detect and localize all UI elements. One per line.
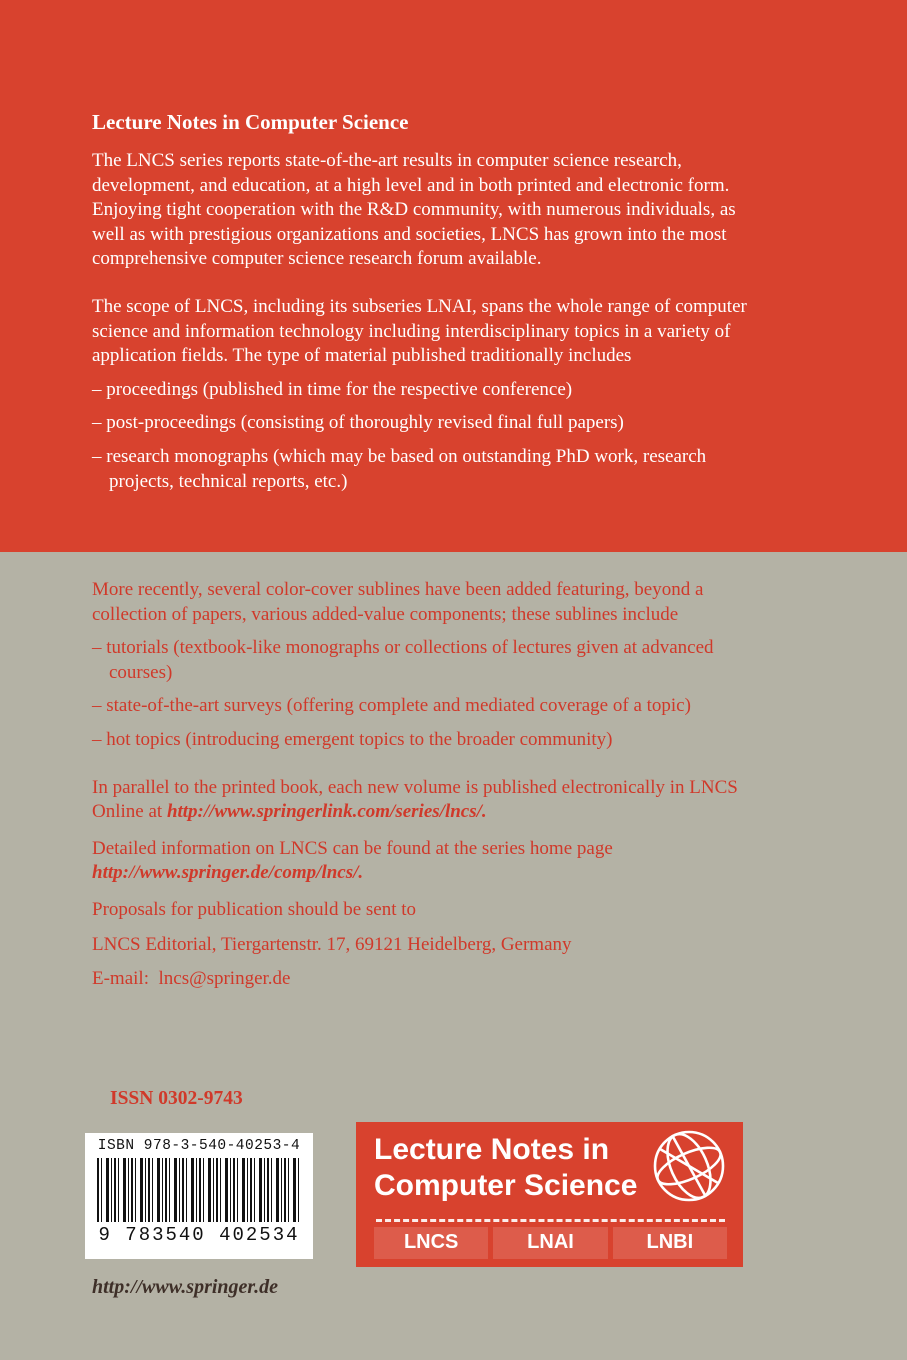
logo-dashed-separator [376, 1219, 725, 1222]
bullet-item: – research monographs (which may be based on outstanding PhD work, research projects, technical reports, etc.) [92, 445, 707, 492]
logo-title-line1: Lecture Notes in [374, 1133, 610, 1166]
info-text: Detailed information on LNCS can be found at the series home page [92, 837, 613, 859]
top-red-section [0, 0, 907, 552]
series-heading: Lecture Notes in Computer Science [92, 110, 409, 134]
bullet-item: – tutorials (textbook-like monographs or collections of lectures given at advanced courses) [92, 637, 714, 683]
barcode-logo-row [85, 1122, 743, 1267]
subseries-label-lnai: LNAI [493, 1227, 607, 1259]
springerlink-url: http://www.springerlink.com/series/lncs/. [166, 801, 487, 823]
series-description-paragraph: The LNCS series reports state-of-the-art results in computer science research, development, and education, at a high level and in both printed and electronic form. Enjoying tight cooperation with the R&D community, with numerous individuals, as well as with prestigious organizations and societies, LNCS has grown into the most comprehensive computer science research forum available. [92, 150, 736, 270]
barcode-digits: 9 783540 402534 [98, 1224, 300, 1246]
barcode-bars [97, 1158, 301, 1222]
series-homepage-url: http://www.springer.de/comp/lncs/. [92, 862, 364, 884]
bullet-item: – proceedings (published in time for the respective conference) [92, 378, 573, 400]
online-text: In parallel to the printed book, each new volume is published electronically in LNCS Online at [92, 776, 738, 823]
subseries-label-lnbi: LNBI [613, 1227, 727, 1259]
email-line: E-mail: lncs@springer.de [92, 968, 291, 990]
bullet-item: – hot topics (introducing emergent topics to the broader community) [92, 728, 613, 750]
subseries-label-lncs: LNCS [374, 1227, 488, 1259]
scope-paragraph: The scope of LNCS, including its subseries LNAI, spans the whole range of computer science and information technology including interdisciplinary topics in a variety of application fields. The type of material published traditionally includes [92, 295, 747, 367]
bullet-item: – state-of-the-art surveys (offering complete and mediated coverage of a topic) [92, 695, 691, 717]
proposals-line: Proposals for publication should be sent to [92, 898, 417, 920]
online-paragraph [92, 776, 762, 825]
sublines-intro-paragraph: More recently, several color-cover sublines have been added featuring, beyond a collection of papers, various added-value components; these sublines include [92, 579, 704, 625]
lncs-logo [356, 1122, 743, 1267]
isbn-number: ISBN 978-3-540-40253-4 [97, 1138, 301, 1154]
isbn-barcode [85, 1133, 313, 1259]
issn-label: ISSN 0302-9743 [110, 1088, 243, 1109]
logo-title-line2: Computer Science [374, 1169, 638, 1202]
editorial-address-line: LNCS Editorial, Tiergartenstr. 17, 69121 Heidelberg, Germany [92, 933, 572, 955]
info-paragraph [92, 837, 762, 886]
logo-subseries-tabs [374, 1227, 727, 1259]
bottom-gray-section [0, 552, 907, 1360]
springer-url: http://www.springer.de [92, 1276, 278, 1298]
bullet-item: – post-proceedings (consisting of thoroughly revised final full papers) [92, 412, 624, 434]
globe-icon [633, 1126, 737, 1218]
